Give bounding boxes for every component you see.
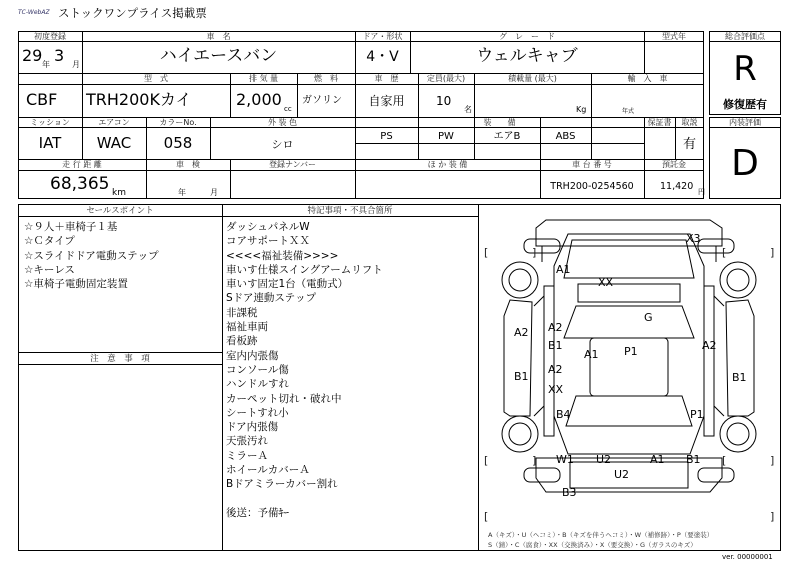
list-item: ☆９人＋車椅子１基 bbox=[24, 221, 118, 233]
list-item: ☆車椅子電動固定装置 bbox=[24, 278, 128, 291]
first-reg-month: 3 bbox=[54, 46, 65, 65]
damage-mark: A1 bbox=[584, 348, 599, 361]
car-name-label: 車 名 bbox=[206, 32, 231, 41]
inspection-month: 月 bbox=[210, 188, 218, 197]
sales-points-title: セールスポイント bbox=[86, 206, 154, 216]
list-item: 車いす仕様スイングアームリフト bbox=[226, 263, 383, 276]
list-item: コアサポートＸＸ bbox=[226, 235, 310, 248]
model-year-label: 型式年 bbox=[662, 32, 686, 41]
aircon-label: エアコン bbox=[98, 118, 130, 127]
other-equipment-label: ほ か 装 備 bbox=[427, 160, 468, 169]
load-unit: Kg bbox=[576, 105, 587, 114]
list-item: 非課税 bbox=[226, 306, 258, 319]
list-item: 福祉車両 bbox=[226, 321, 268, 334]
damage-mark: U2 bbox=[596, 453, 612, 466]
list-item: ダッシュパネルW bbox=[226, 221, 310, 233]
list-item: 看板跡 bbox=[226, 335, 258, 348]
list-item: ☆キーレス bbox=[24, 263, 75, 276]
repair-history: 修復歴有 bbox=[723, 98, 767, 111]
damage-mark: B1 bbox=[686, 453, 701, 466]
logo: TC-WebAZ bbox=[18, 9, 50, 16]
exterior-color: シロ bbox=[271, 138, 294, 151]
aircon: WAC bbox=[96, 134, 132, 152]
page-title: ストックワンプライス掲載票 bbox=[58, 6, 207, 20]
list-item: 室内内張傷 bbox=[226, 349, 279, 362]
recycle-unit: 円 bbox=[698, 188, 705, 196]
chassis-no-label: 車 台 番 号 bbox=[572, 160, 612, 169]
damage-mark: B4 bbox=[556, 408, 571, 421]
damage-mark: A2 bbox=[548, 321, 563, 334]
exterior-color-label: 外 装 色 bbox=[267, 118, 298, 127]
sales-points-list bbox=[24, 220, 159, 291]
damage-mark: A1 bbox=[650, 453, 665, 466]
model-prefix: CBF bbox=[26, 90, 58, 109]
list-item: カーペット切れ・破れ中 bbox=[226, 392, 342, 405]
equipment-label: 装 備 bbox=[483, 118, 516, 127]
mileage: 68,365 bbox=[50, 174, 110, 194]
first-reg-label: 初度登録 bbox=[34, 32, 66, 41]
car-name: ハイエースバン bbox=[159, 46, 278, 66]
color-no: 058 bbox=[163, 134, 193, 152]
mission: IAT bbox=[38, 134, 62, 152]
displacement: 2,000 bbox=[236, 90, 282, 109]
damage-mark: XX bbox=[598, 276, 614, 289]
damage-mark: X3 bbox=[686, 232, 701, 245]
import-year-unit: 年式 bbox=[622, 108, 635, 115]
list-item: <<<<福祉装備>>>> bbox=[226, 249, 339, 262]
interior-rating-label: 内装評価 bbox=[729, 118, 761, 127]
damage-mark: B1 bbox=[514, 370, 529, 383]
inspection-label: 車 検 bbox=[176, 160, 200, 169]
fuel: ガソリン bbox=[302, 95, 342, 106]
mileage-unit: km bbox=[112, 188, 126, 198]
list-item: ☆Ｃタイプ bbox=[24, 235, 75, 248]
warranty-label: 保証書 bbox=[647, 118, 672, 127]
list-item: 天張汚れ bbox=[226, 435, 268, 448]
recycle-label: 預託金 bbox=[662, 160, 686, 169]
damage-mark: P1 bbox=[690, 408, 704, 421]
list-item bbox=[226, 492, 383, 506]
import-label: 輸 入 車 bbox=[627, 74, 668, 83]
grade: ウェルキャブ bbox=[476, 46, 578, 66]
capacity-label: 定員(最大) bbox=[426, 74, 466, 83]
damage-mark: U2 bbox=[614, 468, 630, 481]
load-label: 積載量 (最大) bbox=[508, 74, 557, 83]
overall-rating: R bbox=[733, 49, 757, 89]
history-label: 車 歴 bbox=[374, 74, 399, 83]
first-reg-year-unit: 年 bbox=[42, 60, 50, 69]
list-item: Sドア連動ステップ bbox=[226, 292, 317, 305]
damage-mark: P1 bbox=[624, 345, 638, 358]
version-label: ver. 00000001 bbox=[722, 553, 773, 561]
damage-mark: XX bbox=[548, 383, 564, 396]
inspection-year: 年 bbox=[178, 188, 186, 197]
history: 自家用 bbox=[368, 94, 405, 108]
list-item: コンソール傷 bbox=[226, 363, 289, 376]
damage-mark: G bbox=[644, 311, 653, 324]
mission-label: ミッション bbox=[30, 118, 70, 127]
damage-mark: A2 bbox=[514, 326, 529, 339]
special-notes-list bbox=[226, 220, 383, 520]
equipment-airbag: エアB bbox=[493, 131, 521, 142]
list-item: ハンドルすれ bbox=[226, 378, 289, 391]
grade-label: グ レ ー ド bbox=[499, 32, 555, 41]
manual-label: 取説 bbox=[681, 118, 698, 127]
damage-mark: B1 bbox=[548, 339, 563, 352]
list-item: ☆スライドドア電動ステップ bbox=[24, 249, 159, 262]
list-item: ドア内張傷 bbox=[226, 421, 279, 434]
model-label: 型 式 bbox=[144, 74, 168, 83]
equipment-ps: PS bbox=[380, 131, 393, 142]
model: TRH200Kカイ bbox=[86, 90, 192, 109]
chassis-no: TRH200-0254560 bbox=[550, 181, 634, 192]
list-item: 後送：予備ｷｰ bbox=[226, 506, 289, 519]
door-shape: 4・V bbox=[366, 49, 399, 65]
first-reg-year: 29 bbox=[22, 46, 43, 65]
door-label: ドア・形状 bbox=[362, 32, 403, 41]
damage-mark: B1 bbox=[732, 371, 747, 384]
damage-mark: A2 bbox=[548, 363, 563, 376]
list-item: ホイールカバーＡ bbox=[226, 464, 310, 477]
manual: 有 bbox=[682, 137, 696, 152]
mileage-label: 走 行 距 離 bbox=[62, 160, 102, 169]
list-item: Bドアミラーカバー割れ bbox=[226, 478, 338, 491]
capacity: 10 bbox=[436, 94, 452, 108]
damage-mark: A2 bbox=[702, 339, 717, 352]
list-item: ミラーＡ bbox=[226, 449, 268, 462]
notes-title: 注 意 事 項 bbox=[90, 354, 150, 364]
capacity-unit: 名 bbox=[464, 105, 472, 114]
legend-line-1: A（キズ）・U（ヘコミ）・B（キズを伴うヘコミ）・W（補修跡）・P（要塗装） bbox=[488, 531, 714, 539]
fuel-label: 燃 料 bbox=[314, 74, 338, 83]
list-item: シートすれ小 bbox=[226, 406, 289, 419]
special-notes-title: 特記事項・不具合箇所 bbox=[307, 206, 393, 216]
first-reg-month-unit: 月 bbox=[72, 60, 80, 69]
damage-mark: W1 bbox=[556, 453, 574, 466]
legend-line-2: S（錆）・C（腐食）・XX（交換済み）・X（要交換）・G（ガラスのキズ） bbox=[488, 541, 697, 549]
color-no-label: カラーNo. bbox=[159, 118, 197, 127]
reg-number-label: 登録ナンバー bbox=[268, 160, 317, 169]
displacement-unit: cc bbox=[284, 105, 292, 113]
recycle-fee: 11,420 bbox=[660, 181, 694, 192]
car-damage-diagram bbox=[480, 206, 779, 526]
damage-mark: B3 bbox=[562, 486, 577, 499]
displacement-label: 排 気 量 bbox=[248, 74, 279, 83]
equipment-abs: ABS bbox=[555, 131, 576, 142]
list-item: 車いす固定1台（電動式） bbox=[226, 278, 349, 291]
damage-mark: A1 bbox=[556, 263, 571, 276]
overall-rating-label: 総合評価点 bbox=[725, 32, 765, 41]
equipment-pw: PW bbox=[438, 131, 454, 142]
interior-rating: D bbox=[731, 143, 759, 184]
